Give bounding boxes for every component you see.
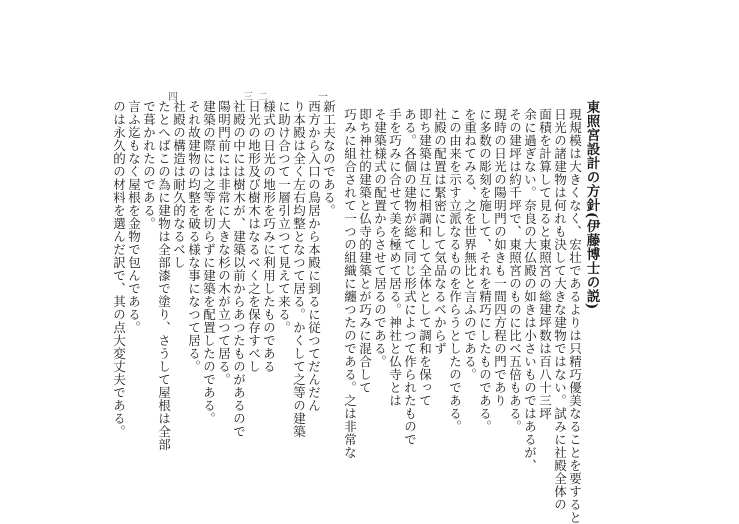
text-column: 即ち建築は互に相調和して全体として調和を保って bbox=[417, 108, 433, 407]
text-column: 余に過ぎない。奈良の大仏殿の如きは小さいものではあるが、 bbox=[522, 108, 538, 472]
text-column: に多数の彫刻を施して、それを精巧にしたものである。 bbox=[477, 108, 493, 433]
text-column: 日光の地形及び樹木はなるべく之を保存すべし bbox=[246, 100, 262, 373]
text-column: 西方から入口の鳥居から本殿に到るに従つてだんだん bbox=[306, 100, 322, 412]
text-column: この由来を示す立派なるものを作らうとしたのである。 bbox=[447, 108, 463, 433]
text-column: ある。各個の建物が総て同じ形式によつて作られたもので bbox=[402, 108, 418, 446]
text-column: 社殿の配置は緊密にして気品なるべからず bbox=[432, 108, 448, 355]
text-column: たとへばこの為に建物は全部漆で塗り、さうして屋根は全部 bbox=[156, 100, 172, 451]
text-column: その建坪は約千坪で、東照宮のものに比べ五倍もある。 bbox=[507, 108, 523, 433]
text-column: 現時の日光の陽明門の如きも一間四方程の門であり bbox=[492, 108, 508, 407]
text-column: 言ふ迄もなく屋根を金物で包んである。 bbox=[126, 100, 142, 334]
text-column: 陽明門前には非常に大きな杉の木が立つて居る。 bbox=[216, 100, 232, 386]
text-column: 日光の諸建物は何れも決して大きな建物ではない。試みに社殿全体の bbox=[552, 108, 568, 511]
text-column: 社殿の構造は耐久的なるべし bbox=[171, 100, 187, 269]
section-number: 二 bbox=[258, 92, 268, 103]
text-column: 様式の日光の地形を巧みに利用したものである bbox=[261, 100, 277, 373]
text-column: 即ち神社的建築と仏寺的建築とが巧みに混合して bbox=[357, 108, 373, 394]
text-column: 巧みに組合されて一つの組織に纏つたのである。之は非常な bbox=[342, 108, 358, 459]
text-column: で葺かれたのである。 bbox=[141, 100, 157, 230]
text-column: 建築の際には之等を切らずに建築を配置したのである。 bbox=[201, 100, 217, 425]
text-column: に助け合つて一層引立つて見えて来る。 bbox=[276, 100, 292, 334]
section-number: 四 bbox=[168, 92, 178, 103]
text-column: 現規模は大きくなく、宏壮であるよりは只精巧優美なることを要すると bbox=[567, 108, 583, 524]
text-column: 手を巧みに合せて美を極めて居る。神社と仏寺とは bbox=[387, 108, 403, 407]
section-number: 一 bbox=[318, 92, 328, 103]
text-column: 社殿の中には樹木が、建築以前からあつたものがあるので bbox=[231, 100, 247, 438]
text-column: それ故建物の均整を破る様な事になつて居る。 bbox=[186, 100, 202, 373]
text-column: のは永久的の材料を選んだ訳で、其の点大変丈夫である。 bbox=[111, 100, 127, 438]
text-column: を重ねてみる、之を世界無比と言ふのである。 bbox=[462, 108, 478, 381]
text-column: り本殿は全く左右均整となつて居る。かくして之等の建築 bbox=[291, 100, 307, 438]
text-column: 新工夫なのである。 bbox=[321, 100, 337, 217]
section-title: 東照宮設計の方針(伊藤博士の説) bbox=[583, 100, 600, 310]
section-number: 三 bbox=[243, 92, 253, 103]
text-column: 面積を計算して見ると東照宮の総建坪数は百八十三坪 bbox=[537, 108, 553, 420]
text-column: そ建築様式の配置からさせて居るのである。 bbox=[372, 108, 388, 368]
